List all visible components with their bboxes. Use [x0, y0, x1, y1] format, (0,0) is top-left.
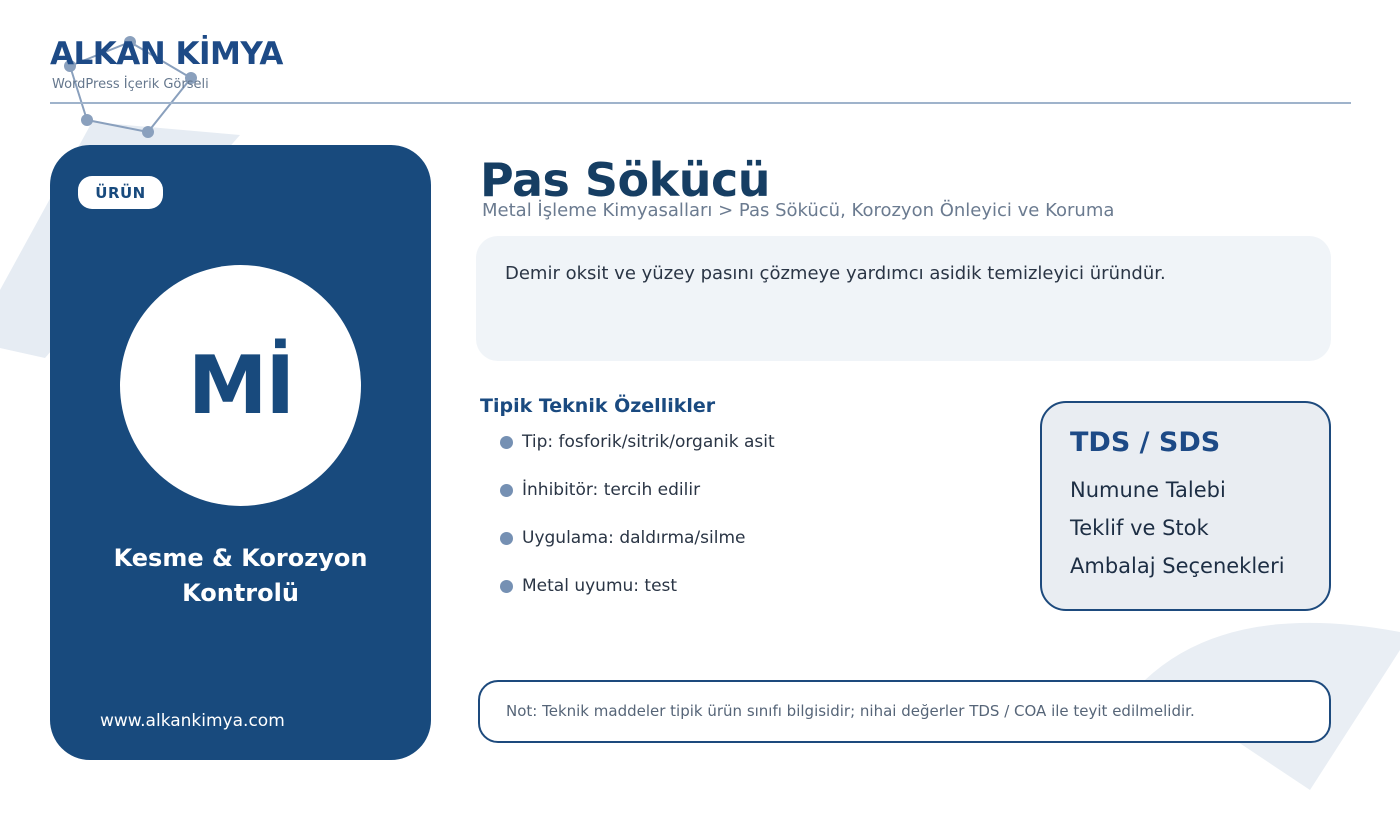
spec-item [500, 478, 775, 526]
spec-item [500, 526, 775, 574]
spec-item-text: Uygulama: daldırma/silme [522, 528, 746, 548]
product-badge: ÜRÜN [78, 176, 163, 209]
brand-logo-title: ALKAN KİMYA [50, 36, 283, 72]
disclaimer-note: Not: Teknik maddeler tipik ürün sınıfı bilgisidir; nihai değerler TDS / COA ile teyit edilmelidir. [506, 702, 1195, 720]
quote-stock-link[interactable]: Teklif ve Stok [1070, 516, 1209, 540]
brand-subtitle: WordPress İçerik Görseli [52, 77, 209, 92]
spec-item [500, 574, 775, 622]
website-link[interactable]: www.alkankimya.com [100, 711, 285, 731]
spec-item-text: Metal uyumu: test [522, 576, 678, 596]
product-initials-avatar [120, 265, 361, 506]
spec-item-text: Tip: fosforik/sitrik/organik asit [522, 432, 775, 452]
spec-item [500, 430, 775, 478]
product-card [50, 145, 431, 760]
header-divider [50, 102, 1351, 104]
product-initials: Mİ [187, 339, 294, 432]
sample-request-link[interactable]: Numune Talebi [1070, 478, 1226, 502]
tds-sds-link[interactable]: TDS / SDS [1070, 427, 1221, 458]
breadcrumb: Metal İşleme Kimyasalları > Pas Sökücü, Korozyon Önleyici ve Koruma [482, 200, 1115, 221]
product-description: Demir oksit ve yüzey pasını çözmeye yardımcı asidik temizleyici üründür. [505, 263, 1166, 284]
documents-panel [1040, 401, 1331, 611]
product-category: Kesme & Korozyon Kontrolü [113, 544, 368, 607]
bullet-dot-icon [500, 484, 513, 497]
specs-heading: Tipik Teknik Özellikler [480, 395, 716, 417]
packaging-options-link[interactable]: Ambalaj Seçenekleri [1070, 554, 1285, 578]
spec-item-text: İnhibitör: tercih edilir [522, 480, 701, 500]
bullet-dot-icon [500, 580, 513, 593]
specs-list [500, 430, 775, 622]
product-title: Pas Sökücü [480, 153, 771, 207]
description-panel [476, 236, 1331, 361]
bullet-dot-icon [500, 436, 513, 449]
bullet-dot-icon [500, 532, 513, 545]
note-panel [478, 680, 1331, 743]
